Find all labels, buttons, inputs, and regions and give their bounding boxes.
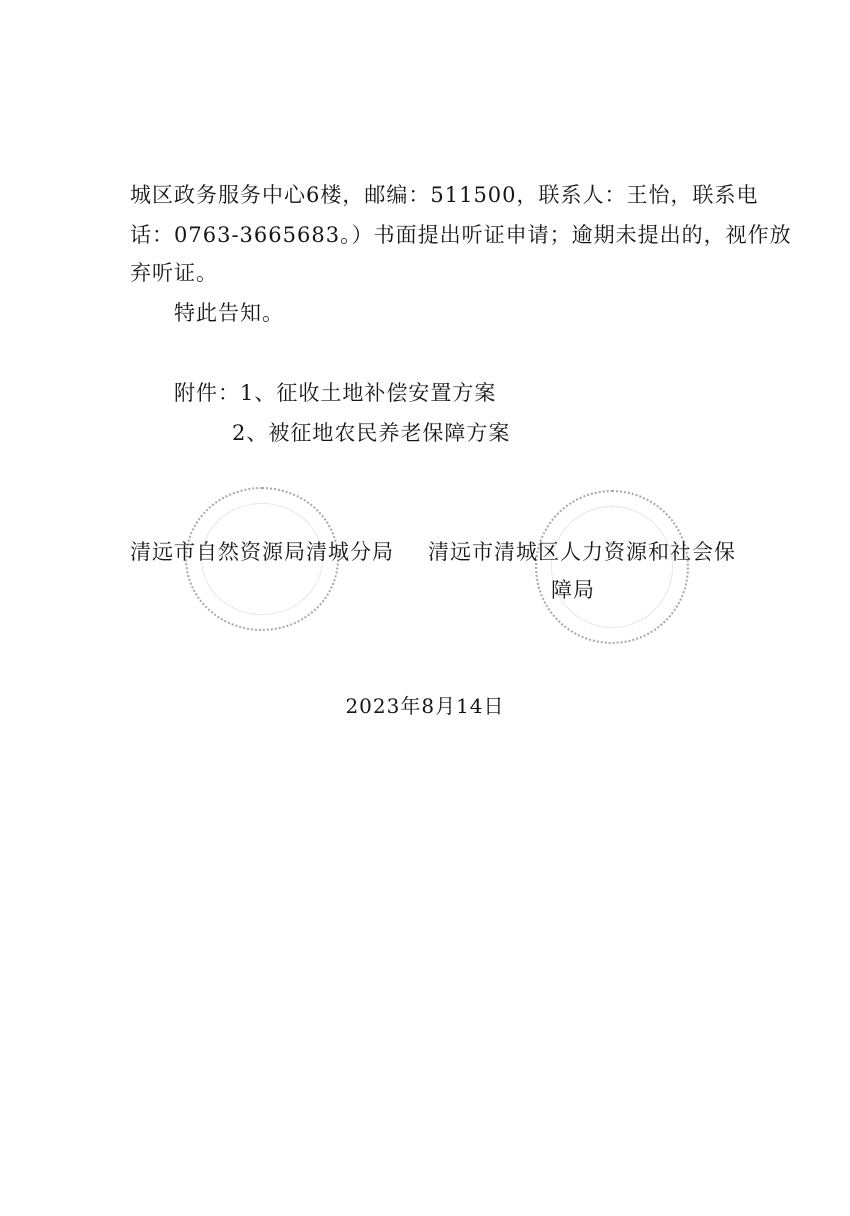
signature-left: 清远市自然资源局清城分局 (130, 540, 394, 564)
signature-right-line-1: 清远市清城区人力资源和社会保 (428, 540, 736, 564)
signature-right-line-2: 障局 (551, 578, 595, 602)
closing-text: 特此告知。 (174, 301, 284, 325)
attachment-item-2: 2、被征地农民养老保障方案 (232, 421, 511, 445)
body-line-1: 城区政务服务中心6楼，邮编：511500，联系人：王怡，联系电 (130, 183, 759, 207)
attachments-label: 附件： (174, 381, 240, 405)
body-line-3: 弃听证。 (130, 261, 218, 285)
body-line-2: 话：0763-3665683。）书面提出听证申请；逾期未提出的，视作放 (130, 223, 792, 247)
document-date: 2023年8月14日 (345, 694, 505, 718)
attachments-block (174, 378, 774, 408)
attachment-item-1: 1、征收土地补偿安置方案 (240, 381, 497, 405)
